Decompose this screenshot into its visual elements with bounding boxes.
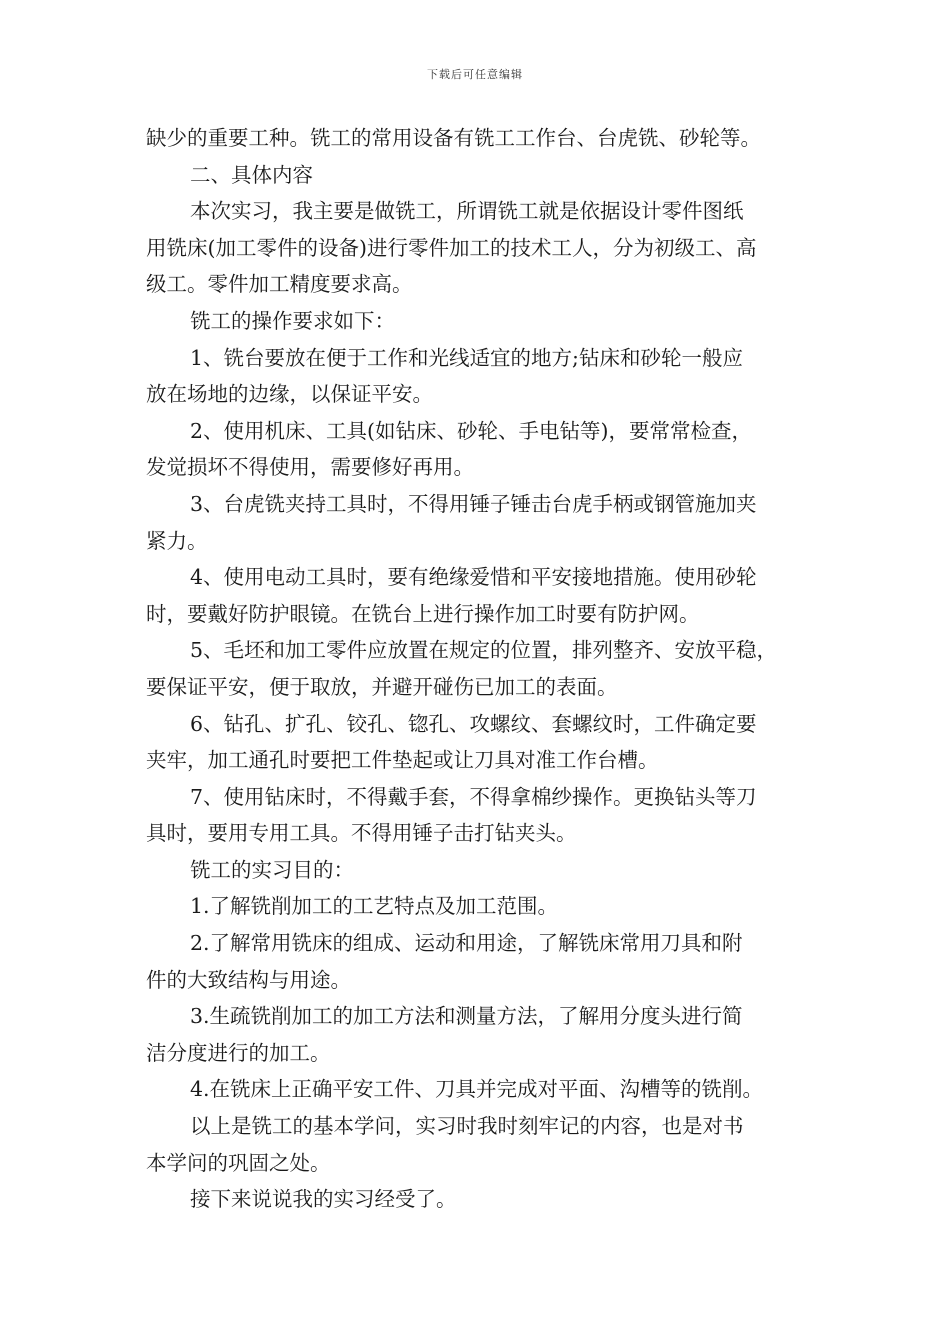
text-line: 本次实习，我主要是做铣工，所谓铣工就是依据设计零件图纸 bbox=[190, 199, 744, 224]
text-line: 发觉损坏不得使用，需要修好再用。 bbox=[146, 455, 474, 480]
document-body bbox=[146, 120, 818, 1218]
text-line: 1、铣台要放在便于工作和光线适宜的地方;钻床和砂轮一般应 bbox=[190, 345, 743, 370]
text-line: 用铣床(加工零件的设备)进行零件加工的技术工人，分为初级工、高 bbox=[146, 235, 757, 260]
text-line: 6、钻孔、扩孔、铰孔、锪孔、攻螺纹、套螺纹时，工件确定要 bbox=[190, 711, 757, 736]
text-line: 二、具体内容 bbox=[190, 162, 313, 187]
text-line: 5、毛坯和加工零件应放置在规定的位置，排列整齐、安放平稳， bbox=[190, 638, 778, 663]
text-line: 4、使用电动工具时，要有绝缘爱惜和平安接地措施。使用砂轮 bbox=[190, 565, 757, 590]
text-line: 时，要戴好防护眼镜。在铣台上进行操作加工时要有防护网。 bbox=[146, 601, 700, 626]
text-line: 要保证平安，便于取放，并避开碰伤已加工的表面。 bbox=[146, 674, 618, 699]
text-line: 级工。零件加工精度要求高。 bbox=[146, 272, 413, 297]
text-line: 具时，要用专用工具。不得用锤子击打钻夹头。 bbox=[146, 821, 577, 846]
text-line: 洁分度进行的加工。 bbox=[146, 1040, 331, 1065]
text-line: 铣工的操作要求如下： bbox=[190, 308, 395, 333]
text-line: 本学问的巩固之处。 bbox=[146, 1150, 331, 1175]
text-line: 以上是铣工的基本学问，实习时我时刻牢记的内容，也是对书 bbox=[190, 1114, 744, 1139]
text-line: 3、台虎铣夹持工具时，不得用锤子锤击台虎手柄或钢管施加夹 bbox=[190, 491, 757, 516]
text-line: 2.了解常用铣床的组成、运动和用途，了解铣床常用刀具和附 bbox=[190, 931, 743, 956]
text-line: 放在场地的边缘，以保证平安。 bbox=[146, 382, 433, 407]
text-line: 7、使用钻床时，不得戴手套，不得拿棉纱操作。更换钻头等刀 bbox=[190, 784, 757, 809]
text-line: 1.了解铣削加工的工艺特点及加工范围。 bbox=[190, 894, 559, 919]
text-line: 缺少的重要工种。铣工的常用设备有铣工工作台、台虎铣、砂轮等。 bbox=[146, 126, 761, 150]
text-line: 4.在铣床上正确平安工件、刀具并完成对平面、沟槽等的铣削。 bbox=[190, 1077, 764, 1102]
page-header: 下载后可任意编辑 bbox=[427, 68, 523, 81]
text-line: 接下来说说我的实习经受了。 bbox=[190, 1187, 457, 1212]
text-line: 铣工的实习目的： bbox=[190, 857, 354, 882]
text-line: 3.生疏铣削加工的加工方法和测量方法，了解用分度头进行简 bbox=[190, 1004, 743, 1029]
text-line: 件的大致结构与用途。 bbox=[146, 967, 351, 992]
text-line: 紧力。 bbox=[146, 528, 208, 553]
text-line: 夹牢，加工通孔时要把工件垫起或让刀具对准工作台槽。 bbox=[146, 748, 659, 773]
text-line: 2、使用机床、工具(如钻床、砂轮、手电钻等)，要常常检查， bbox=[190, 418, 753, 443]
